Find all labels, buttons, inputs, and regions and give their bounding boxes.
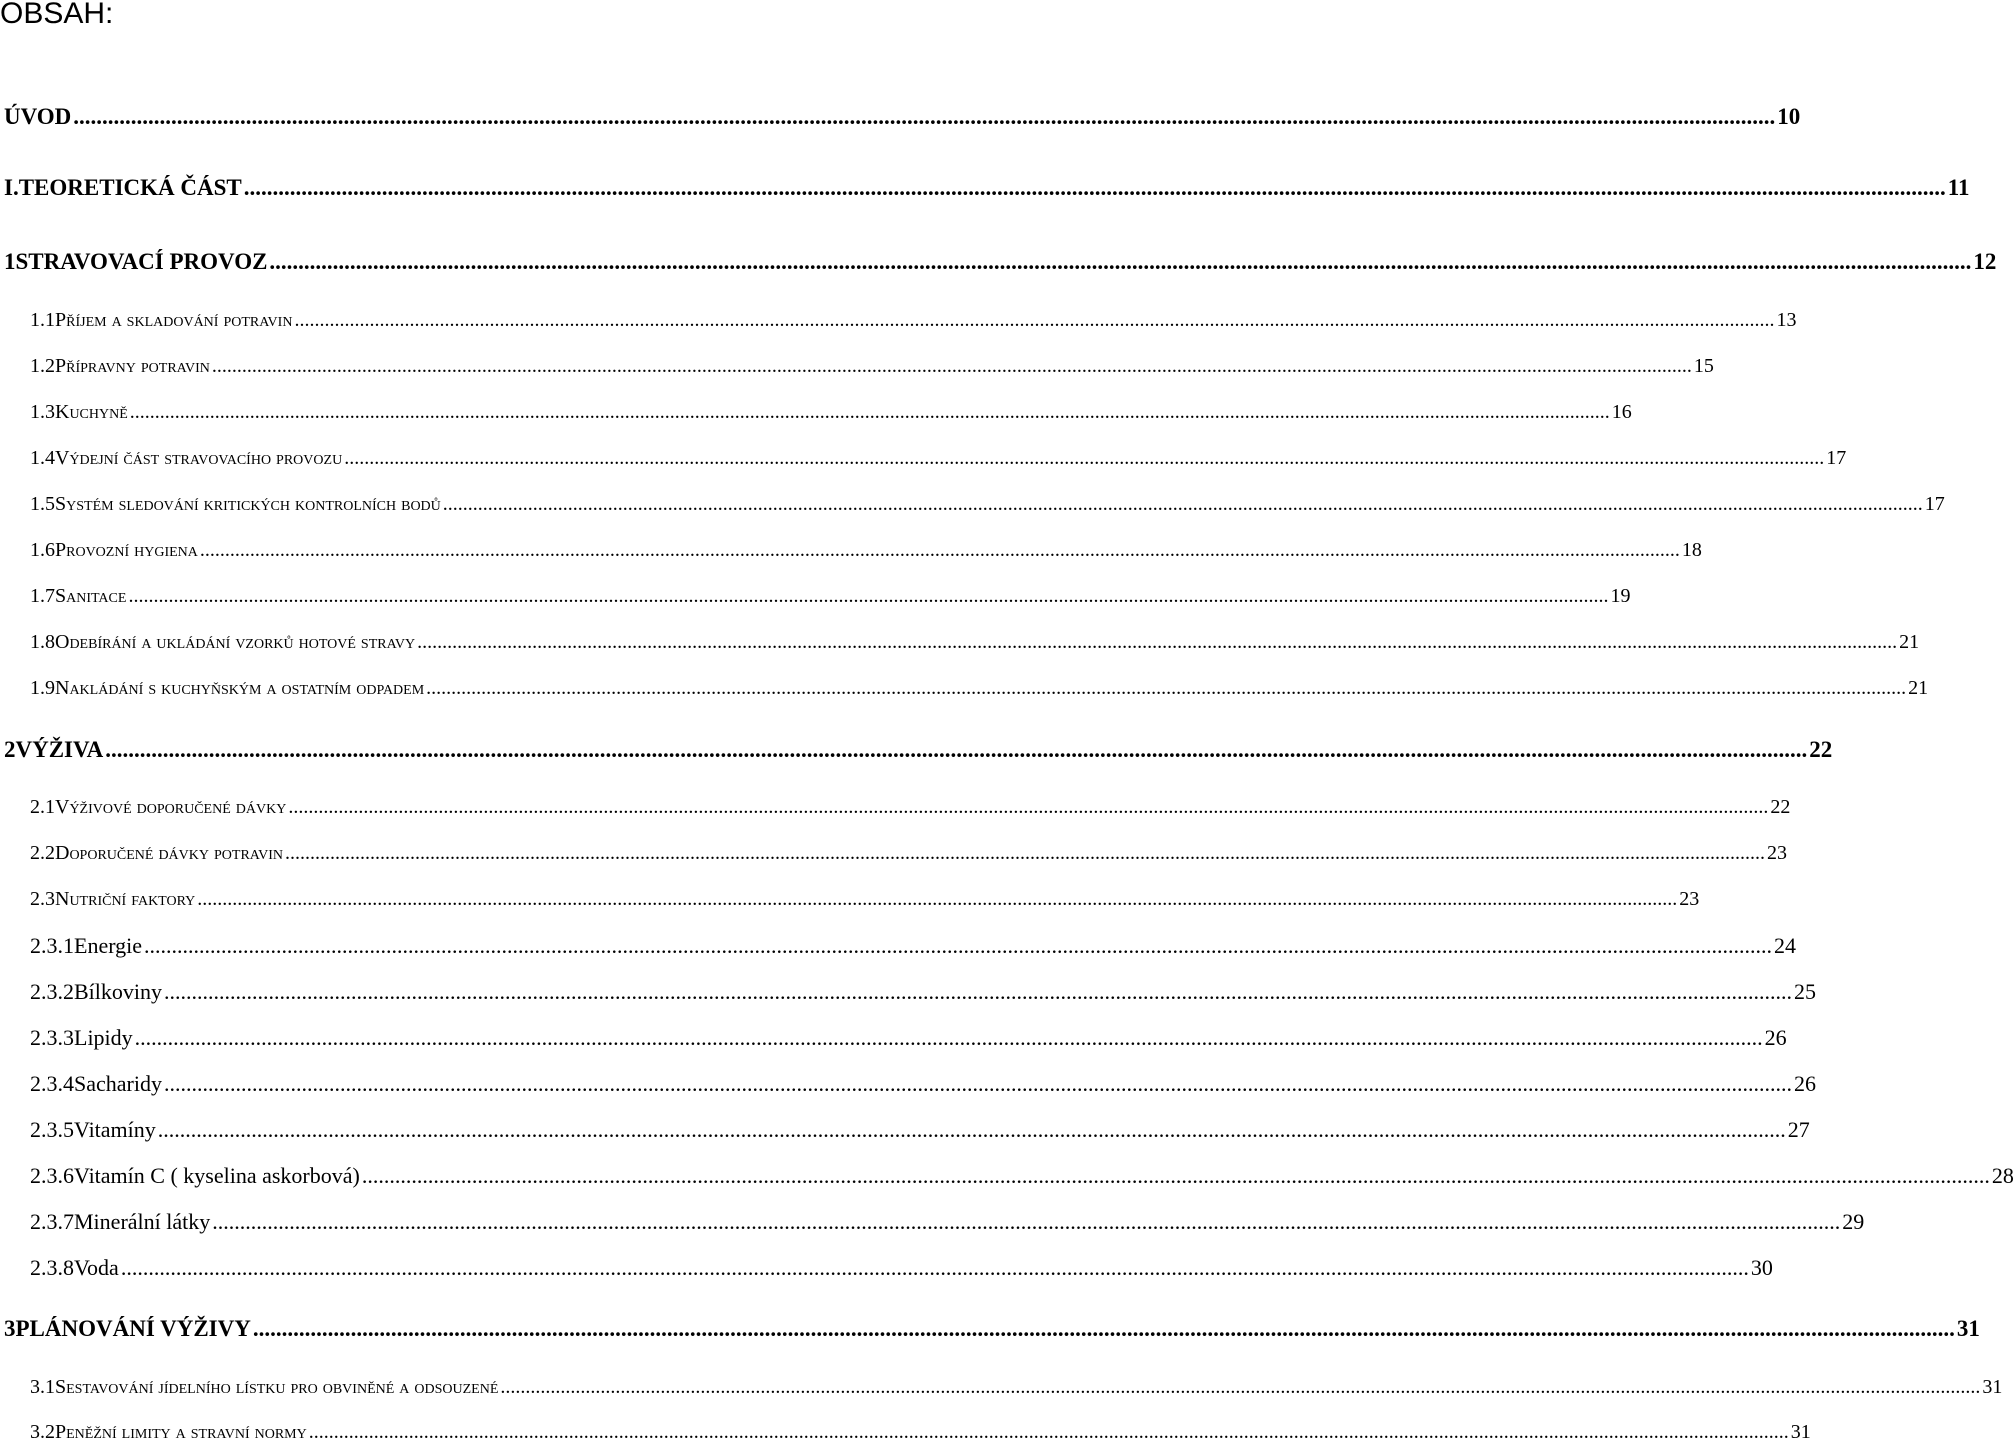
toc-entry-2-3[interactable] xyxy=(30,888,1700,911)
toc-entry-page: 16 xyxy=(1611,401,1632,423)
toc-entry-2-3-6[interactable] xyxy=(30,1163,2014,1189)
toc-entry-page: 17 xyxy=(1826,447,1847,469)
toc-entry-number: 2 xyxy=(4,737,16,762)
toc-leader-dots: ........................................................................................................................................................................................................................................................................................................ xyxy=(199,539,1680,561)
toc-entry-1-4[interactable] xyxy=(30,447,1847,470)
toc-entry-title: Bílkoviny xyxy=(74,979,163,1004)
toc-entry-number: I. xyxy=(4,175,19,200)
toc-entry-page: 18 xyxy=(1681,539,1702,561)
toc-entry-2-3-1[interactable] xyxy=(30,933,1797,959)
toc-entry-1-2[interactable] xyxy=(30,355,1714,378)
toc-leader-dots: ........................................................................................................................................................................................................................................................................................................ xyxy=(344,447,1825,469)
toc-entry-title: Odebírání a ukládání vzorků hotové stravy xyxy=(55,631,416,653)
toc-leader-dots: ........................................................................................................................................................................................................................................................................................................ xyxy=(163,1071,1792,1096)
toc-entry-number: 1 xyxy=(4,249,16,274)
toc-entry-title: Kuchyně xyxy=(55,401,128,423)
toc-entry-number: 1.9 xyxy=(30,677,55,699)
toc-entry-page: 25 xyxy=(1794,979,1817,1004)
toc-entry-page: 31 xyxy=(1982,1376,2003,1398)
toc-entry-page: 31 xyxy=(1790,1421,1811,1443)
toc-entry-title: Doporučené dávky potravin xyxy=(55,842,283,864)
toc-entry-uvod[interactable] xyxy=(4,104,1801,130)
toc-entry-page: 11 xyxy=(1947,175,1970,200)
toc-entry-title: STRAVOVACÍ PROVOZ xyxy=(15,249,268,274)
toc-entry-page: 24 xyxy=(1774,933,1797,958)
toc-entry-number: 1.2 xyxy=(30,355,55,377)
toc-entry-2-1[interactable] xyxy=(30,796,1791,819)
toc-entry-2-3-2[interactable] xyxy=(30,979,1817,1005)
toc-leader-dots: ........................................................................................................................................................................................................................................................................................................ xyxy=(134,1025,1763,1050)
toc-entry-1-6[interactable] xyxy=(30,539,1702,562)
toc-entry-stravovaci-provoz[interactable] xyxy=(4,249,1997,275)
toc-entry-title: Provozní hygiena xyxy=(55,539,198,561)
toc-entry-title: Energie xyxy=(74,933,143,958)
toc-entry-title: Výživové doporučené dávky xyxy=(55,796,287,818)
toc-entry-title: Voda xyxy=(74,1255,119,1280)
toc-entry-2-3-7[interactable] xyxy=(30,1209,1865,1235)
toc-entry-2-3-4[interactable] xyxy=(30,1071,1816,1097)
toc-entry-number: 2.3.5 xyxy=(30,1117,74,1142)
toc-leader-dots: ........................................................................................................................................................................................................................................................................................................ xyxy=(197,888,1678,910)
toc-entry-page: 26 xyxy=(1793,1071,1816,1096)
toc-entry-title: Příjem a skladování potravin xyxy=(55,309,293,331)
toc-entry-title: Systém sledování kritických kontrolních bodů xyxy=(55,493,441,515)
toc-leader-dots: ........................................................................................................................................................................................................................................................................................................ xyxy=(243,175,1946,200)
toc-leader-dots: ........................................................................................................................................................................................................................................................................................................ xyxy=(129,401,1610,423)
toc-entry-number: 2.3.8 xyxy=(30,1255,74,1280)
toc-entry-title: Sacharidy xyxy=(74,1071,162,1096)
toc-leader-dots: ........................................................................................................................................................................................................................................................................................................ xyxy=(105,737,1808,762)
toc-entry-2-3-3[interactable] xyxy=(30,1025,1787,1051)
toc-leader-dots: ........................................................................................................................................................................................................................................................................................................ xyxy=(144,933,1773,958)
toc-entry-page: 29 xyxy=(1842,1209,1865,1234)
toc-entry-page: 22 xyxy=(1809,737,1833,762)
toc-entry-number: 2.3.4 xyxy=(30,1071,74,1096)
toc-leader-dots: ........................................................................................................................................................................................................................................................................................................ xyxy=(157,1117,1786,1142)
toc-leader-dots: ........................................................................................................................................................................................................................................................................................................ xyxy=(212,1209,1841,1234)
toc-entry-number: 3.1 xyxy=(30,1376,55,1398)
toc-leader-dots: ........................................................................................................................................................................................................................................................................................................ xyxy=(288,796,1769,818)
toc-entry-number: 1.8 xyxy=(30,631,55,653)
toc-entry-page: 23 xyxy=(1766,842,1787,864)
toc-entry-title: Výdejní část stravovacího provozu xyxy=(55,447,343,469)
toc-entry-1-3[interactable] xyxy=(30,401,1632,424)
toc-entry-number: 1.7 xyxy=(30,585,55,607)
toc-entry-1-1[interactable] xyxy=(30,309,1797,332)
toc-entry-3-1[interactable] xyxy=(30,1376,2003,1399)
toc-leader-dots: ........................................................................................................................................................................................................................................................................................................ xyxy=(417,631,1898,653)
toc-entry-page: 17 xyxy=(1924,493,1945,515)
toc-leader-dots: ........................................................................................................................................................................................................................................................................................................ xyxy=(442,493,1923,515)
toc-entry-number: 2.2 xyxy=(30,842,55,864)
toc-entry-page: 31 xyxy=(1956,1316,1980,1341)
toc-entry-1-8[interactable] xyxy=(30,631,1920,654)
toc-entry-vyziva[interactable] xyxy=(4,737,1833,763)
toc-entry-page: 21 xyxy=(1899,631,1920,653)
toc-entry-number: 1.6 xyxy=(30,539,55,561)
toc-entry-number: 1.4 xyxy=(30,447,55,469)
toc-leader-dots: ........................................................................................................................................................................................................................................................................................................ xyxy=(73,104,1776,129)
toc-leader-dots: ........................................................................................................................................................................................................................................................................................................ xyxy=(361,1163,1990,1188)
toc-entry-title: Nutriční faktory xyxy=(55,888,196,910)
toc-entry-title: Minerální látky xyxy=(74,1209,211,1234)
toc-entry-planovani-vyzivy[interactable] xyxy=(4,1316,1980,1342)
toc-entry-number: 2.1 xyxy=(30,796,55,818)
toc-leader-dots: ........................................................................................................................................................................................................................................................................................................ xyxy=(164,979,1793,1004)
toc-leader-dots: ........................................................................................................................................................................................................................................................................................................ xyxy=(294,309,1775,331)
toc-entry-page: 27 xyxy=(1787,1117,1810,1142)
toc-entry-2-3-8[interactable] xyxy=(30,1255,1773,1281)
toc-leader-dots: ........................................................................................................................................................................................................................................................................................................ xyxy=(284,842,1765,864)
toc-entry-number: 1.1 xyxy=(30,309,55,331)
toc-leader-dots: ........................................................................................................................................................................................................................................................................................................ xyxy=(128,585,1609,607)
toc-entry-teoreticka-cast[interactable] xyxy=(4,175,1970,201)
toc-entry-page: 28 xyxy=(1991,1163,2014,1188)
toc-entry-page: 26 xyxy=(1764,1025,1787,1050)
toc-entry-page: 10 xyxy=(1777,104,1801,129)
toc-entry-title: TEORETICKÁ ČÁST xyxy=(18,175,242,200)
toc-entry-page: 30 xyxy=(1750,1255,1773,1280)
toc-entry-title: Peněžní limity a stravní normy xyxy=(55,1421,307,1443)
toc-leader-dots: ........................................................................................................................................................................................................................................................................................................ xyxy=(120,1255,1749,1280)
toc-entry-number: 1.5 xyxy=(30,493,55,515)
toc-entry-number: 3 xyxy=(4,1316,16,1341)
toc-entry-1-7[interactable] xyxy=(30,585,1631,608)
toc-entry-number: 2.3.2 xyxy=(30,979,74,1004)
toc-entry-number: 2.3.3 xyxy=(30,1025,74,1050)
toc-entry-number: 2.3.7 xyxy=(30,1209,74,1234)
toc-entry-title: Vitamíny xyxy=(74,1117,156,1142)
toc-entry-number: 2.3.6 xyxy=(30,1163,74,1188)
toc-entry-page: 15 xyxy=(1693,355,1714,377)
toc-entry-page: 22 xyxy=(1770,796,1791,818)
toc-entry-1-5[interactable] xyxy=(30,493,1945,516)
toc-leader-dots: ........................................................................................................................................................................................................................................................................................................ xyxy=(426,677,1907,699)
toc-entry-2-3-5[interactable] xyxy=(30,1117,1810,1143)
toc-entry-2-2[interactable] xyxy=(30,842,1787,865)
toc-entry-title: ÚVOD xyxy=(4,104,72,129)
toc-entry-title: Vitamín C ( kyselina askorbová) xyxy=(74,1163,360,1188)
toc-entry-page: 19 xyxy=(1610,585,1631,607)
toc-entry-title: Nakládání s kuchyňským a ostatním odpadem xyxy=(55,677,425,699)
toc-entry-page: 21 xyxy=(1908,677,1929,699)
toc-entry-number: 2.3 xyxy=(30,888,55,910)
toc-entry-3-2[interactable] xyxy=(30,1421,1811,1444)
toc-entry-title: VÝŽIVA xyxy=(15,737,104,762)
toc-entry-number: 3.2 xyxy=(30,1421,55,1443)
toc-entry-title: Sanitace xyxy=(55,585,127,607)
toc-leader-dots: ........................................................................................................................................................................................................................................................................................................ xyxy=(211,355,1692,377)
toc-entry-number: 2.3.1 xyxy=(30,933,74,958)
toc-entry-title: PLÁNOVÁNÍ VÝŽIVY xyxy=(15,1316,251,1341)
toc-entry-page: 12 xyxy=(1973,249,1997,274)
toc-entry-title: Sestavování jídelního lístku pro obviněné a odsouzené xyxy=(55,1376,499,1398)
toc-leader-dots: ........................................................................................................................................................................................................................................................................................................ xyxy=(252,1316,1955,1341)
toc-entry-title: Přípravny potravin xyxy=(55,355,210,377)
toc-entry-page: 23 xyxy=(1679,888,1700,910)
toc-entry-number: 1.3 xyxy=(30,401,55,423)
toc-entry-page: 13 xyxy=(1776,309,1797,331)
toc-leader-dots: ........................................................................................................................................................................................................................................................................................................ xyxy=(500,1376,1981,1398)
toc-entry-1-9[interactable] xyxy=(30,677,1929,700)
page-title: OBSAH: xyxy=(0,0,114,30)
toc-leader-dots: ........................................................................................................................................................................................................................................................................................................ xyxy=(269,249,1972,274)
toc-leader-dots: ........................................................................................................................................................................................................................................................................................................ xyxy=(308,1421,1789,1443)
toc-entry-title: Lipidy xyxy=(74,1025,133,1050)
